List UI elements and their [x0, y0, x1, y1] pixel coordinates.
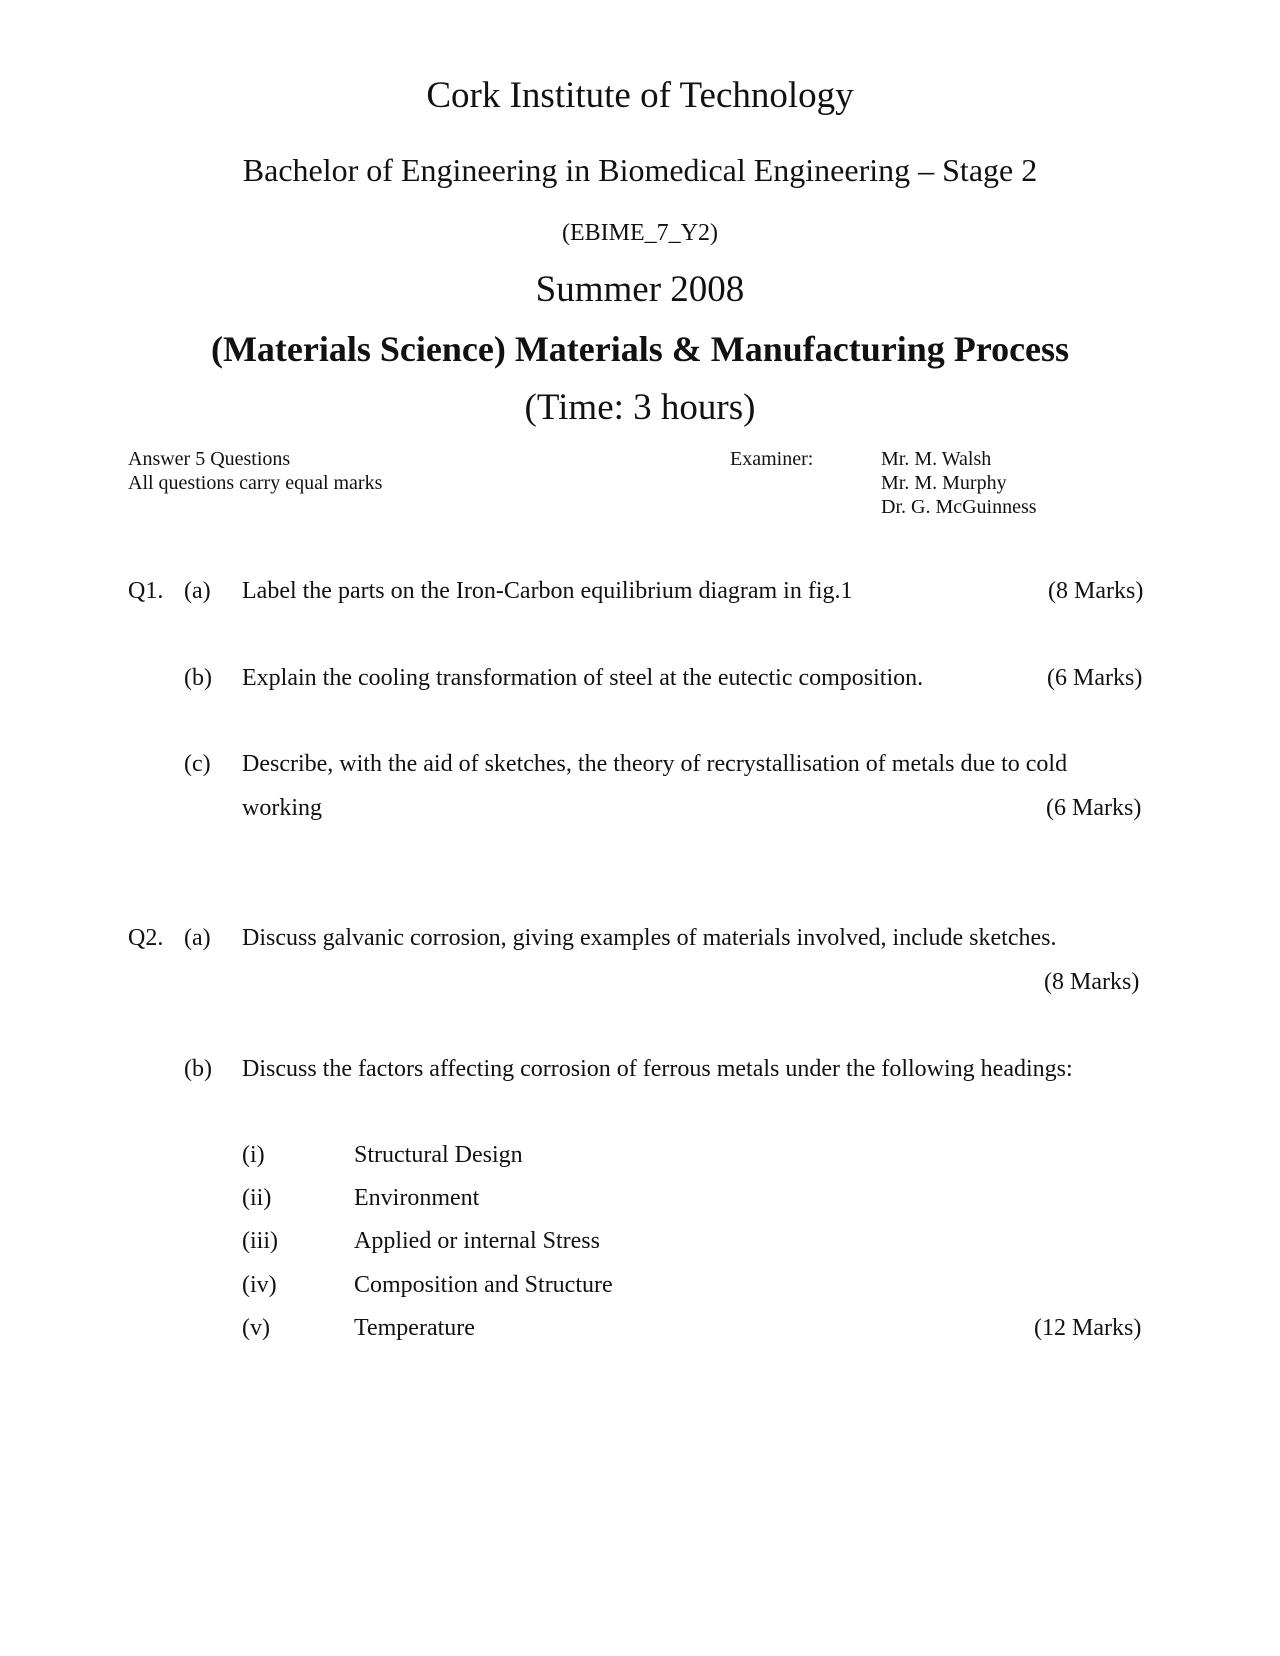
subject-title: (Materials Science) Materials & Manufacturing Process	[210, 329, 1070, 369]
subitem-text: Composition and Structure	[354, 1272, 613, 1298]
examiner-name: Dr. G. McGuinness	[881, 496, 1037, 518]
part-letter: (c)	[184, 751, 211, 777]
question-number: Q2.	[128, 925, 164, 951]
course-code: (EBIME_7_Y2)	[562, 220, 718, 246]
examiner-name: Mr. M. Murphy	[881, 472, 1007, 494]
part-text: Discuss the factors affecting corrosion of ferrous metals under the following headings:	[242, 1056, 1073, 1082]
instruction-equal-marks: All questions carry equal marks	[128, 472, 383, 494]
instruction-answer-count: Answer 5 Questions	[128, 448, 291, 470]
marks-label: (12 Marks)	[1034, 1315, 1142, 1341]
part-text-continuation: working	[242, 795, 322, 821]
marks-label: (8 Marks)	[1048, 578, 1144, 604]
subitem-text: Applied or internal Stress	[354, 1228, 600, 1254]
question-number: Q1.	[128, 578, 164, 604]
programme-title: Bachelor of Engineering in Biomedical Engineering – Stage 2	[242, 152, 1038, 188]
part-text: Discuss galvanic corrosion, giving examples of materials involved, include sketches.	[242, 925, 1057, 951]
part-text: Describe, with the aid of sketches, the theory of recrystallisation of metals due to cold	[242, 751, 1068, 777]
marks-label: (8 Marks)	[1044, 969, 1140, 995]
institute-title: Cork Institute of Technology	[426, 75, 854, 116]
subitem-text: Environment	[354, 1185, 480, 1211]
subitem-roman: (v)	[242, 1315, 270, 1341]
part-letter: (b)	[184, 665, 212, 691]
part-letter: (a)	[184, 578, 211, 604]
subitem-roman: (iii)	[242, 1228, 278, 1254]
exam-duration: (Time: 3 hours)	[524, 387, 756, 428]
part-text: Explain the cooling transformation of steel at the eutectic composition.	[242, 665, 924, 691]
marks-label: (6 Marks)	[1046, 795, 1142, 821]
subitem-roman: (i)	[242, 1142, 265, 1168]
subitem-text: Structural Design	[354, 1142, 523, 1168]
exam-session: Summer 2008	[535, 269, 745, 310]
part-letter: (a)	[184, 925, 211, 951]
subitem-text: Temperature	[354, 1315, 475, 1341]
part-letter: (b)	[184, 1056, 212, 1082]
subitem-roman: (ii)	[242, 1185, 272, 1211]
examiner-label: Examiner:	[730, 448, 814, 470]
marks-label: (6 Marks)	[1047, 665, 1143, 691]
examiner-name: Mr. M. Walsh	[881, 448, 992, 470]
subitem-roman: (iv)	[242, 1272, 277, 1298]
part-text: Label the parts on the Iron-Carbon equilibrium diagram in fig.1	[242, 578, 853, 604]
